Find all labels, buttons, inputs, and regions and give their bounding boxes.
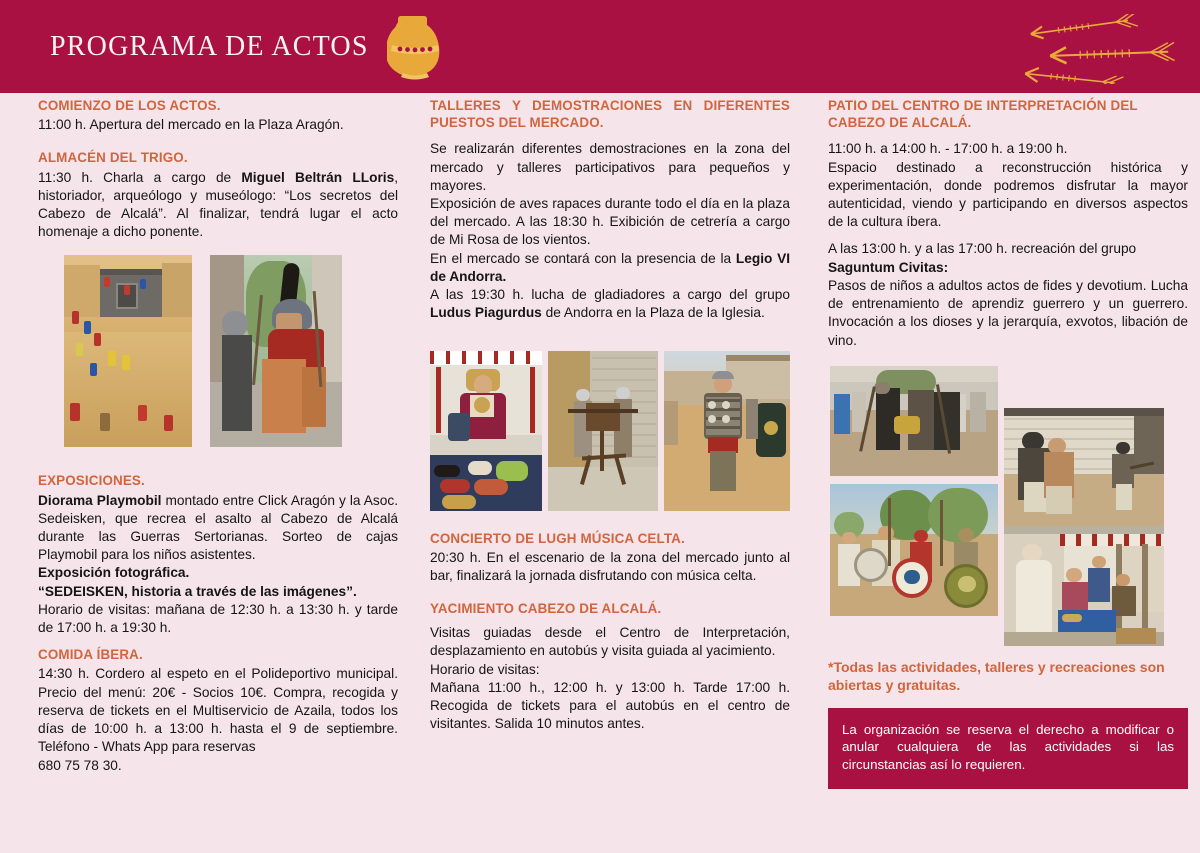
almacen-text-a: 11:30 h. Charla a cargo de — [38, 169, 242, 185]
roman-legionary-photo — [210, 255, 342, 447]
disclaimer-box — [828, 708, 1188, 790]
amphora-icon — [387, 9, 443, 86]
patio-hours: 11:00 h. a 14:00 h. - 17:00 h. a 19:00 h. — [828, 141, 1068, 157]
page-header — [0, 0, 1200, 93]
column-center — [430, 97, 790, 734]
roman-catapult-photo — [548, 351, 658, 511]
diorama-label: Diorama Playmobil — [38, 492, 162, 508]
speaker-name: Miguel Beltrán LLoris — [241, 169, 395, 185]
comida-phone: 680 75 78 30. — [38, 757, 122, 773]
playmobil-diorama-photo — [64, 255, 192, 447]
saguntum-desc: Pasos de niños a adultos actos de fides y devotium. Lucha de entrenamiento de aprendiz guerrero y un guerrero. Invocación a los dioses y la jerarquía, exvotos, libación de vino. — [828, 277, 1188, 348]
patio-desc: Espacio destinado a reconstrucción histórica y experimentación, donde podremos disfrutar la mayor autenticidad, viendo y participando en diversos aspectos de la cultura íbera. — [828, 159, 1188, 230]
talleres-p4 — [430, 286, 790, 322]
diorama-desc: montado entre Click Aragón y la Asoc. Sedeisken, que recrea el asalto al Cabezo de Alcalá durante las Guerras Sertorianas. Sorteo de cajas Playmobil para los niños asistentes. — [38, 492, 398, 563]
talleres-p3-a: En el mercado se contará con la presencia de la — [430, 250, 736, 266]
iberian-banquet-photo — [430, 351, 542, 511]
column-left — [38, 97, 398, 775]
talleres-p4-c: de Andorra en la Plaza de la Iglesia. — [541, 305, 765, 321]
yacimiento-p3: Mañana 11:00 h., 12:00 h. y 13:00 h. Tarde 17:00 h. Recogida de tickets para el autobús en el centro de visitantes. Salida 10 minutos antes. — [430, 679, 790, 732]
saguntum-intro: A las 13:00 h. y a las 17:00 h. recreación del grupo — [828, 241, 1137, 257]
gladiator-street-fight-photo — [830, 366, 998, 476]
saguntum-civitas-label: Saguntum Civitas: — [828, 259, 949, 275]
section-title-talleres: TALLERES Y DEMOSTRACIONES EN DIFERENTES PUESTOS DEL MERCADO. — [430, 98, 790, 131]
comienzo-text: 11:00 h. Apertura del mercado en la Plaza Aragón. — [38, 117, 344, 133]
almacen-text-c: , historiador, arqueólogo y museólogo: “Los secretos del Cabezo de Alcalá”. Al finalizar, tendrá lugar el acto homenaje a dicho ponente. — [38, 169, 398, 240]
almacen-text — [38, 169, 398, 242]
section-title-comienzo: COMIENZO DE LOS ACTOS. — [38, 98, 221, 113]
arrows-icon — [990, 14, 1190, 89]
ludus-piagurdus-label: Ludus Piagurdus — [430, 305, 542, 321]
photo-group-left — [38, 255, 398, 470]
column-right — [828, 97, 1188, 789]
photo-group-right — [828, 366, 1188, 646]
photo-group-center — [430, 351, 790, 526]
section-title-exposiciones: EXPOSICIONES. — [38, 473, 145, 489]
talleres-p3 — [430, 250, 790, 286]
legio-vi-label: Legio VI de Andorra. — [430, 250, 791, 284]
comida-text: 14:30 h. Cordero al espeto en el Polideportivo municipal. Precio del menú: 20€ - Socios 10€. Compra, recogida y reserva de tickets en el Multiservicio de Azaila, todos los días de 10:00 h. a 13:00 h. hasta el 9 de septiembre. Teléfono - Whats App para reservas — [38, 666, 398, 755]
yacimiento-p1: Visitas guiadas desde el Centro de Interpretación, desplazamiento en autobús y visita guiada al yacimiento. — [430, 625, 790, 659]
exposicion-horario: Horario de visitas: mañana de 12:30 h. a 13:30 h. y tarde de 17:00 h. a 19:30 h. — [38, 601, 398, 636]
talleres-p1: Se realizarán diferentes demostraciones en la zona del mercado y talleres participativos para pequeños y mayores. — [430, 141, 790, 193]
section-title-concierto: CONCIERTO DE LUGH MÚSICA CELTA. — [430, 530, 685, 546]
disclaimer-text: La organización se reserva el derecho a modificar o anular cualquiera de las actividades si las circunstancias así lo requieren. — [842, 721, 1174, 772]
page-title: PROGRAMA DE ACTOS — [50, 30, 369, 62]
section-title-patio: PATIO DEL CENTRO DE INTERPRETACIÓN DEL CABEZO DE ALCALÁ. — [828, 98, 1138, 131]
exposicion-fotografica-label: Exposición fotográfica. — [38, 565, 190, 581]
talleres-p4-a: A las 19:30 h. lucha de gladiadores a cargo del grupo — [430, 287, 790, 303]
section-title-almacen: ALMACÉN DEL TRIGO. — [38, 150, 188, 166]
yacimiento-p2: Horario de visitas: — [430, 661, 540, 677]
diorama-text — [38, 492, 398, 565]
gladiator-arena-photo — [1004, 408, 1164, 530]
roman-centurion-photo — [664, 351, 790, 511]
iberian-warriors-shields-photo — [830, 484, 998, 616]
free-activities-note: *Todas las actividades, talleres y recreaciones son abiertas y gratuitas. — [828, 658, 1165, 694]
concierto-text: 20:30 h. En el escenario de la zona del mercado junto al bar, finalizará la jornada disfrutando con música celta. — [430, 549, 790, 583]
program-body — [0, 97, 1200, 853]
iberian-interior-scene-photo — [1004, 526, 1164, 646]
section-title-yacimiento: YACIMIENTO CABEZO DE ALCALÁ. — [430, 601, 662, 617]
exposicion-fotografica-title: “SEDEISKEN, historia a través de las imágenes”. — [38, 583, 357, 599]
talleres-p2: Exposición de aves rapaces durante todo el día en la plaza del mercado. A las 18:30 h. Exibición de cetrería a cargo de Mi Rosa de los vientos. — [430, 195, 790, 248]
section-title-comida: COMIDA ÍBERA. — [38, 647, 143, 663]
